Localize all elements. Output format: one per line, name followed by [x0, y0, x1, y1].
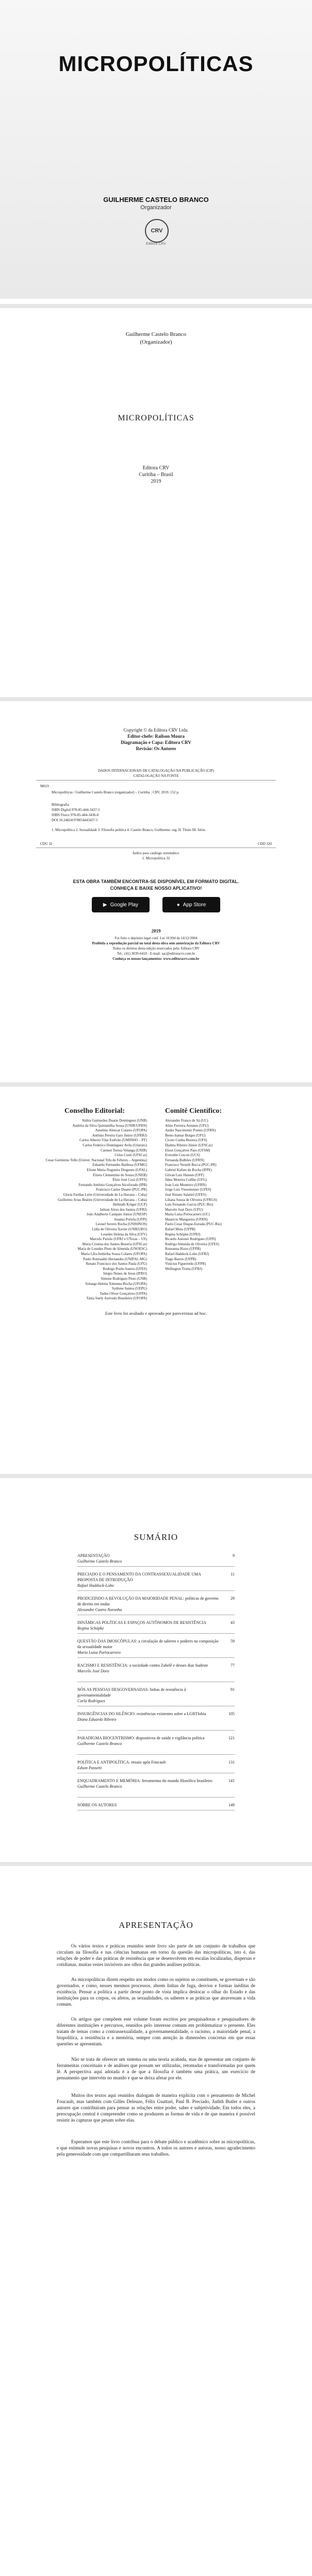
title-city: Curitiba – Brasil	[139, 472, 173, 478]
scientific-member: Roseanna Rizzo (UFPB)	[165, 1247, 201, 1251]
editorial-member: Sydione Santos (UEPG)	[111, 1286, 147, 1291]
editorial-member: Cesar Gerónimo Tello (Univer. Nacional Três de Febrero – Argentina)	[45, 1158, 147, 1162]
scientific-member: Wellington Trotta (UFRJ)	[165, 1266, 203, 1271]
summary-entry-title: PRECIADO E O PENSAMENTO DA CONTRASSEXUALIDADE UMA PROPOSTA DE INTRODUÇÃO	[77, 1572, 201, 1582]
presentation-title: APRESENTAÇÃO	[119, 1920, 193, 1930]
cover-author: GUILHERME CASTELO BRANCO	[103, 196, 209, 204]
biblio-line: ISBN Físico 978-85-444-3436-8	[52, 813, 99, 817]
editorial-member: Sérgio Nunes de Jesus (IFRO)	[103, 1272, 147, 1276]
summary-entry-page: 43	[231, 1620, 235, 1625]
catalog-rule-top	[36, 780, 276, 781]
scientific-member: Ivan Luiz Monteiro (UFRN)	[165, 1182, 206, 1187]
summary-entry-title: NÓS AS PESSOAS DESGOVERNADAS: linhas de resistência à governamentalidade	[77, 1687, 186, 1698]
summary-entry[interactable]	[77, 1735, 235, 1747]
summary-entry-page: 11	[231, 1572, 235, 1577]
publisher-logo-text: CRV	[151, 228, 163, 234]
app-store-badge[interactable]	[162, 897, 220, 912]
catalog-biblio	[52, 802, 100, 823]
scientific-committee-title: Comitê Científico:	[165, 1107, 222, 1115]
scientific-member: Luís Fernando Garcia (PUC-Rio)	[165, 1202, 214, 1207]
editorial-member: Gloria Fariñas León (Universidade de La Havana – Cuba)	[63, 1192, 147, 1197]
summary-entry-title: RACISMO E RESISTÊNCIA: a sociedade contra Zabelê e desses dias Sudeste	[77, 1663, 208, 1668]
editorial-member: Maria de Lourdes Pinto de Almeida (UNOESC)	[77, 1247, 147, 1251]
legal-line: Tel.: (41) 3039-6418 - E-mail: sac@editoracrv.com.br	[117, 952, 195, 956]
editorial-member: Elizeu Clementino de Souza (UNEB)	[93, 1173, 147, 1177]
summary-entry-title: PRODUZINDO A REVOLUÇÃO DA MAIORIDADE PENAL: políticas de governo de direito em ondas	[77, 1596, 219, 1606]
summary-divider	[77, 1730, 235, 1731]
editorial-member: Andréia da Silva Quintanilha Sousa (UNIR/UFRN)	[72, 1123, 147, 1128]
editorial-member: Francisco Carlos Duarte (PUC-PR)	[96, 1188, 147, 1192]
summary-entry-author: Edson Passetti	[77, 1766, 102, 1770]
summary-entry-author: Maria Luisa Portocarrero	[77, 1650, 121, 1655]
summary-entry-page: 149	[228, 1803, 235, 1807]
google-play-label: Google Play	[110, 902, 139, 908]
scientific-member: Regina Schöpke (UFRJ)	[165, 1232, 201, 1236]
editorial-member: Aldira Guimarães Duarte Domínguez (UNB)	[81, 1118, 147, 1123]
scientific-member: Francisco Verardi Bocca (PUC-PR)	[165, 1163, 217, 1167]
editorial-member: Lídia de Oliveira Xavier (UNIEURO)	[92, 1227, 147, 1232]
summary-entry[interactable]	[77, 1687, 235, 1704]
editorial-member: Solange Helena Ximenes-Rocha (UFOPA)	[85, 1281, 147, 1286]
editorial-council-title: Conselho Editorial:	[64, 1107, 125, 1115]
catalog-code: M619	[40, 784, 49, 788]
legal-block	[0, 936, 312, 961]
summary-entry-author: Carla Rodrigues	[77, 1699, 105, 1703]
editorial-member: João Adalberto Campato Junior (UNESP)	[86, 1212, 147, 1217]
summary-entry-author: Regina Schöpke	[77, 1626, 104, 1631]
summary-entry-page: 91	[231, 1687, 235, 1692]
copyright-line: Copyright © da Editora CRV Ltda.	[123, 727, 189, 733]
presentation-paragraph: Não se trata de oferecer um sistema ou uma teoria acabada, mas de apresentar um conjunto de ferramentas conceituais e de análises que possam ser utilizadas, retomadas e transformadas por quem lê. A perspectiva aqui adotada é a de que a filosofia é também uma prática, um exercício de pensamento que intervém no mundo e que se deixa afetar por ele.	[57, 2057, 255, 2081]
biblio-line: DOI 10.24824/978854443437.5	[52, 818, 98, 822]
summary-page	[0, 1478, 312, 1862]
summary-entry[interactable]	[77, 1778, 235, 1789]
index-item: 1. Micropolítica 32	[142, 856, 170, 860]
editorial-member: Élsio José Corá (UFFS)	[112, 1178, 147, 1182]
summary-entry-title: DINÂMICAS POLÍTICAS E ESPAÇOS AUTÔNOMOS DE RESISTÊNCIA	[77, 1620, 206, 1625]
title-role: (Organizador)	[140, 339, 172, 345]
biblio-line: ISBN Digital 978-85-444-3437-5	[52, 808, 100, 812]
scientific-member: Ildeu Moreira Coêlho (UFG)	[165, 1178, 207, 1182]
presentation-paragraph: Os artigos que compõem este volume foram escritos por pesquisadoras e pesquisadores de diferentes instituições e percursos, reunidos pelo interesse comum em problematizar o presente. Eles tratam de temas como a contrassexualidade, a governamentalidade, o racismo, a maioridade penal, a biopolítica, a resistência e a memória, sempre com atenção às dimensões concretas em que essas questões se apresentam.	[57, 2017, 255, 2047]
editorial-member: Maria Cristina dos Santos Bezerra (UFSCar)	[82, 1242, 147, 1246]
summary-entry[interactable]	[77, 1759, 235, 1771]
legal-line: Conheça os nossos lançamentos: www.editoracrv.com.br	[112, 957, 200, 961]
scientific-member: Jorge Luis Viesenteiner (UFES)	[165, 1188, 211, 1192]
catalog-subtitle: CATALOGAÇÃO NA FONTE	[133, 774, 179, 778]
summary-entry-title: QUESTÃO DAS IMOSCÓPULAS: a circulação de saberes e poderes na composição da sexualidade maior	[77, 1639, 219, 1649]
google-play-badge[interactable]	[92, 897, 150, 912]
scientific-member: Vinícius Figueiredo (UFPR)	[165, 1262, 206, 1266]
scientific-member: Rafael Haddock-Lobo (UFRJ)	[165, 1252, 209, 1257]
summary-divider	[77, 1633, 235, 1634]
summary-entry-author: Guilherme Castelo Branco	[77, 1559, 122, 1564]
editorial-member: Helmuth Krüger (UCP)	[112, 1202, 147, 1207]
play-icon: ▶	[103, 902, 107, 908]
summary-entry-title: POLÍTICA E ANTIPOLÍTICA: ensaio após Foucault	[77, 1760, 166, 1765]
title-author: Guilherme Castelo Branco	[125, 331, 187, 337]
scientific-member: Maria Luisa Portocarrero (UC)	[165, 1212, 210, 1217]
summary-entry-title: APRESENTAÇÃO	[77, 1553, 110, 1558]
scientific-member: José Renato Salatiel (UFES)	[165, 1192, 206, 1197]
editorial-member: Guillermo Arias Beatón (Universidade de La Havana – Cuba)	[57, 1197, 147, 1202]
store-badges	[0, 897, 312, 912]
editorial-member: Fernando Antônio Gonçalves Alcoforado (IPB)	[78, 1182, 147, 1187]
scientific-member: Elson Gonçalves Paes (UFSM)	[165, 1148, 210, 1153]
editorial-member: Elione Maria Nogueira Diogenes (UFAL)	[87, 1167, 147, 1172]
summary-entry-author: Rafael Haddock-Lobo	[77, 1583, 114, 1588]
summary-divider	[77, 1566, 235, 1567]
edition-year: 2019	[151, 928, 161, 934]
summary-entry-page: 105	[228, 1711, 235, 1716]
editorial-member: Marcelo Paixão (UFRJ e UTexas – US)	[90, 1237, 147, 1242]
summary-entry[interactable]	[77, 1620, 235, 1631]
summary-entry-page: 29	[231, 1596, 235, 1601]
copyright-page	[0, 701, 312, 1082]
scientific-member: Rodrigo Almeida de Oliveira (UFES)	[165, 1242, 219, 1246]
summary-entry-title: ENQUADRAMENTO E MEMÓRIA: ferramentas do mundo filosófico brasileiro	[77, 1778, 212, 1783]
apple-icon: ●	[176, 902, 180, 908]
summary-entry[interactable]	[77, 1638, 235, 1655]
editorial-member: Josania Portela (UFPI)	[114, 1217, 147, 1222]
summary-entry-page: 141	[228, 1778, 235, 1783]
editorial-member: Simone Rodrigues Pinto (UNB)	[101, 1277, 147, 1281]
scientific-member: Marcelo José Doro (UFU)	[165, 1207, 203, 1212]
editorial-member: Carlos Alberto Vilar Estêvão (UMINHO – PT)	[79, 1138, 147, 1143]
summary-entry-page: 77	[231, 1663, 235, 1668]
summary-entry-author: Guilherme Castelo Branco	[77, 1784, 122, 1789]
copyright-line: Diagramação e Capa: Editora CRV	[121, 740, 191, 745]
summary-entry[interactable]	[77, 1802, 235, 1808]
editorial-member: Celso Conti (UFSCar)	[114, 1153, 147, 1158]
editorial-member: Tania Suely Azevedo Brasileiro (UFOPA)	[86, 1296, 147, 1301]
editorial-member: Antônio Pereira Gaio Júnior (UFRRJ)	[92, 1133, 147, 1138]
editorial-member: Renato Francisco dos Santos Paula (UFG)	[86, 1262, 147, 1266]
editorial-member: Lourdes Helena da Silva (UFV)	[101, 1232, 147, 1236]
legal-line: Proibida a reprodução parcial ou total desta obra sem autorização da Editora CRV	[92, 941, 220, 945]
cover-role: Organizador	[140, 205, 172, 211]
summary-entry[interactable]	[77, 1553, 235, 1564]
title-year: 2019	[151, 479, 161, 484]
ebook-notice: ESTA OBRA TAMBÉM ENCONTRA-SE DISPONÍVEL EM FORMATO DIGITAL.	[73, 879, 239, 884]
scientific-member: Aline Ferreira Antunes (UFU)	[165, 1123, 209, 1128]
biblio-line: Bibliografia	[52, 803, 69, 807]
scientific-member: Alexandre Franco de Sá (UC)	[165, 1118, 208, 1123]
scientific-member: Gabriel Kafure da Rocha (IFPE)	[165, 1167, 212, 1172]
cover-page	[0, 0, 312, 304]
presentation-paragraph: Esperamos que este livro contribua para o debate público e acadêmico sobre as micropolíticas, e que estimule novas pesquisas e novos encontros. A todos os autores e autoras, nosso agradecimento pela generosidade com que compartilharam seus trabalhos.	[57, 2140, 255, 2157]
presentation-paragraph: Muitos dos textos aqui reunidos dialogam de maneira explícita com o pensamento de Michel Foucault, mas também com Gilles Deleuze, Félix Guattari, Paul B. Preciado, Judith Butler e outros autores que contribuíram para pensar as relações entre poder, saber e subjetividade. Em todos eles, a preocupação central é compreender como se produzem as formas de vida e de que maneira é possível resistir às capturas que pesam sobre elas.	[57, 2093, 255, 2123]
scientific-member: Tiago Barros (UFPB)	[165, 1257, 196, 1261]
scientific-member: Bento Itamar Borges (UFU)	[165, 1133, 206, 1138]
summary-entry-page: 9	[233, 1553, 235, 1558]
scientific-member: Rafael Mota (UFPB)	[165, 1227, 195, 1232]
summary-entry-author: Diana Eduardo Ribeiro	[77, 1717, 117, 1722]
cover-background	[0, 0, 312, 299]
editorial-member: Jailson Alves dos Santos (UFRJ)	[100, 1207, 147, 1212]
copyright-line: Editor-chefe: Railson Moura	[127, 734, 185, 739]
summary-entry-author: Alexandre Castro Noronha	[77, 1607, 122, 1612]
summary-divider	[77, 1754, 235, 1755]
catalog-entry: Micropolíticas / Guilherme Castelo Branco (organizador) – Curitiba : CRV, 2019. 152 p.	[52, 790, 179, 794]
summary-entry-author: Guilherme Castelo Branco	[77, 1741, 122, 1746]
editorial-member: Rodrigo Pratte-Santos (UFES)	[103, 1266, 147, 1271]
editorial-list	[26, 1118, 147, 1301]
scientific-member: Everaldo Cescon (UCS)	[165, 1153, 200, 1158]
summary-entry[interactable]	[77, 1711, 235, 1722]
legal-line: Todos os direitos desta edição reservados pela: Editora CRV	[112, 946, 200, 951]
scientific-member: Cícero Cunha Bezerra (UFS)	[165, 1138, 207, 1143]
summary-entry-title: PARADIGMA BIOCENTRISMO: dispositivos de saúde e vigilância política	[77, 1736, 205, 1740]
catalog-title: DADOS INTERNACIONAIS DE CATALOGAÇÃO NA PUBLICAÇÃO (CIP)	[98, 769, 214, 773]
editorial-member: Leonel Severo Rocha (UNISINOS)	[95, 1222, 147, 1227]
index-title: Índice para catálogo sistemático	[133, 851, 179, 855]
summary-entry-title: SOBRE OS AUTORES	[77, 1803, 117, 1807]
editorial-member: Eduardo Fernandes Barbosa (UFMG)	[92, 1163, 147, 1167]
scientific-list	[165, 1118, 284, 1272]
editorial-member: Tadeu Oliver Gonçalves (UFPA)	[100, 1291, 147, 1296]
scientific-member: Ricardo Antonio Rodrigues (UFPI)	[165, 1237, 216, 1242]
catalog-cdu: CDU 32	[40, 842, 53, 846]
editorial-member: Maria Lília Imbiriba Sousa Colares (UFOPA)	[81, 1252, 147, 1257]
summary-entry-page: 131	[228, 1760, 235, 1765]
editorial-member: Carmen Tereza Velanga (UNIR)	[100, 1148, 147, 1153]
presentation-paragraph: As micropolíticas dizem respeito aos modos como os sujeitos se constituem, se governam e são governados, e como, nesses mesmos processos, abrem linhas de fuga, desvios e formas inéditas de existência. Pensar a política a partir desse ponto de vista implica deslocar o olhar do Estado e das instituições para os corpos, os afetos, as sexualidades, os saberes e as práticas que atravessam a vida comum.	[57, 1977, 255, 2007]
summary-entry-title: INSURGÊNCIAS DO SILÊNCIO: resistências existentes sobre a LGBTfobia	[77, 1711, 206, 1716]
editorial-member: Paulo Romualdo Hernandes (UNIFAL-MG)	[83, 1257, 147, 1261]
copyright-line: Revisão: Os Autores	[136, 746, 176, 751]
ebook-notice-2: CONHEÇA E BAIXE NOSSO APLICATIVO!	[110, 886, 202, 891]
peer-review-note: Este livro foi avaliado e aprovado por pareceristas ad hoc.	[105, 1311, 207, 1316]
summary-entry-page: 121	[228, 1736, 235, 1740]
scientific-member: Mauricio Mangueira (UFRN)	[165, 1217, 208, 1222]
app-store-label: App Store	[183, 902, 206, 908]
summary-divider	[77, 1657, 235, 1658]
scientific-member: Andre Nascimento Pontes (UFRN)	[165, 1128, 216, 1133]
summary-entry-page: 59	[231, 1639, 235, 1643]
summary-divider	[77, 1797, 235, 1798]
scientific-member: Gilvan Luiz Hansen (UFF)	[165, 1173, 204, 1177]
editorial-member: Anselmo Alencar Colares (UFOPA)	[95, 1128, 147, 1133]
council-page	[0, 1087, 312, 1474]
catalog-subjects: 1. Micropolítica 2. Sexualidade 3. Filosofia política 4. Castelo Branco, Guilherme. org. II. Título III. Série.	[52, 828, 206, 832]
title-page	[0, 308, 312, 697]
summary-title: SUMÁRIO	[134, 1532, 178, 1542]
scientific-member: Djalma Ribeiro Júnior (UFSCar)	[165, 1143, 212, 1147]
editorial-member: Carlos Federico Dominguez Avila (Unieuro)	[83, 1143, 147, 1147]
title-heading: MICROPOLÍTICAS	[118, 414, 194, 422]
summary-divider	[77, 1590, 235, 1591]
summary-entry[interactable]	[77, 1571, 235, 1588]
summary-entry[interactable]	[77, 1663, 235, 1674]
title-publisher: Editora CRV	[142, 465, 170, 471]
presentation-paragraph: Os vários textos e práticas reunidos neste livro são parte de um conjunto de trabalhos que circulam na filosofia e nas ciências humanas em torno da questão das micropolíticas, isto é, das relações de poder e das práticas de resistência que se desenvolvem em escalas localizadas, dispersas e cotidianas, muitas vezes invisíveis aos olhos das grandes análises políticas.	[57, 1944, 255, 1968]
summary-entry-author: Marcelo José Doro	[77, 1669, 109, 1673]
cover-title: MICROPOLÍTICAS	[58, 52, 254, 76]
scientific-member: Paulo Cesar Duque-Estrada (PUC-Rio)	[165, 1222, 222, 1227]
publisher-logo	[145, 219, 169, 243]
catalog-cdd: CDD 320	[257, 842, 272, 846]
scientific-member: Liliana Souza de Oliveira (UFRGS)	[165, 1197, 217, 1202]
summary-entry[interactable]	[77, 1596, 235, 1613]
legal-line: Foi feito o depósito legal conf. Lei 10.994 de 14/12/2004	[114, 936, 198, 940]
publisher-sub: Editora CRV	[146, 242, 166, 246]
presentation-page	[0, 1866, 312, 2576]
scientific-member: Fernanda Bulhões (UFRN)	[165, 1158, 204, 1162]
copyright-block	[0, 727, 312, 752]
